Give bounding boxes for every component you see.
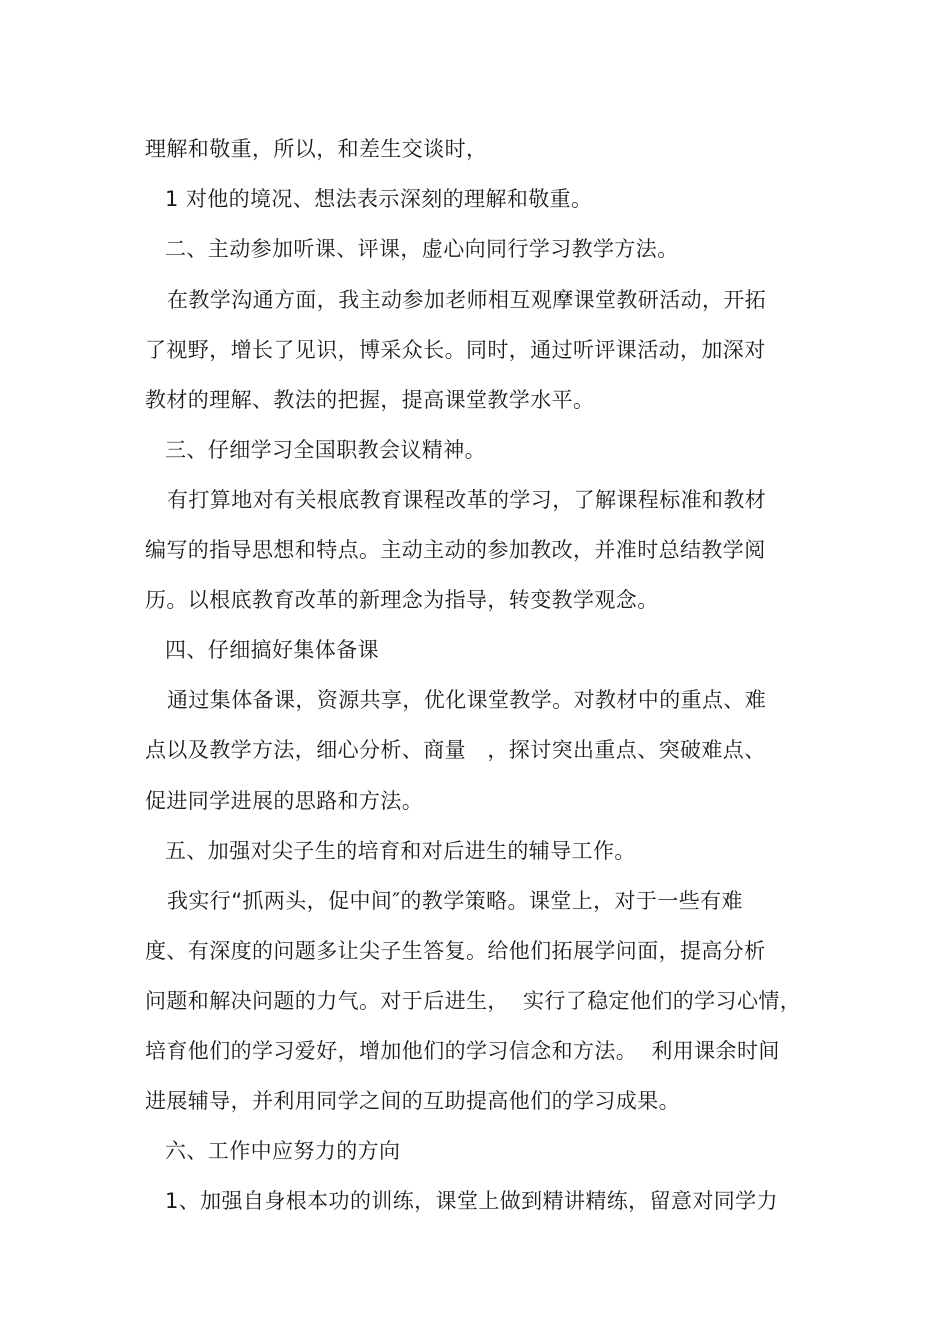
text-line-8: 有打算地对有关根底教育课程改革的学习，了解课程标准和教材 — [167, 488, 767, 512]
section-heading-5: 五、加强对尖子生的培育和对后进生的辅导工作。 — [165, 839, 636, 863]
text-line-17: 度、有深度的问题多让尖子生答复。给他们拓展学问面，提高分析 — [145, 939, 766, 963]
text-line-20: 进展辅导，并利用同学之间的互助提高他们的学习成果。 — [145, 1089, 680, 1113]
text-line-2: 1 对他的境况、想法表示深刻的理解和敬重。 — [165, 187, 593, 211]
text-line-16: 我实行“抓两头，促中间″的教学策略。课堂上，对于一些有难 — [167, 889, 743, 913]
text-line-5: 了视野，增长了见识，博采众长。同时，通过听评课活动，加深对 — [145, 338, 766, 362]
text-line-14: 促进同学进展的思路和方法。 — [145, 789, 424, 813]
section-heading-6: 六、工作中应努力的方向 — [165, 1139, 401, 1163]
text-line-10: 历。以根底教育改革的新理念为指导，转变教学观念。 — [145, 588, 659, 612]
text-line-9: 编写的指导思想和特点。主动主动的参加教改，并准时总结教学阅 — [145, 538, 766, 562]
text-line-12: 通过集体备课，资源共享，优化课堂教学。对教材中的重点、难 — [167, 688, 767, 712]
text-line-6: 教材的理解、教法的把握，提高课堂教学水平。 — [145, 388, 595, 412]
section-heading-3: 三、仔细学习全国职教会议精神。 — [165, 438, 486, 462]
section-heading-2: 二、主动参加听课、评课，虚心向同行学习教学方法。 — [165, 237, 679, 261]
section-heading-4: 四、仔细搞好集体备课 — [165, 638, 379, 662]
text-line-19: 培育他们的学习爱好，增加他们的学习信念和方法。 利用课余时间 — [145, 1039, 780, 1063]
text-line-22: 1、加强自身根本功的训练，课堂上做到精讲精练，留意对同学力 — [165, 1189, 778, 1213]
text-line-18: 问题和解决问题的力气。对于后进生， 实行了稳定他们的学习心情， — [145, 989, 802, 1013]
text-line-4: 在教学沟通方面，我主动参加老师相互观摩课堂教研活动，开拓 — [167, 288, 767, 312]
text-line-13: 点以及教学方法，细心分析、商量 ，探讨突出重点、突破难点、 — [145, 738, 766, 762]
text-line-1: 理解和敬重，所以，和差生交谈时， — [145, 137, 488, 161]
